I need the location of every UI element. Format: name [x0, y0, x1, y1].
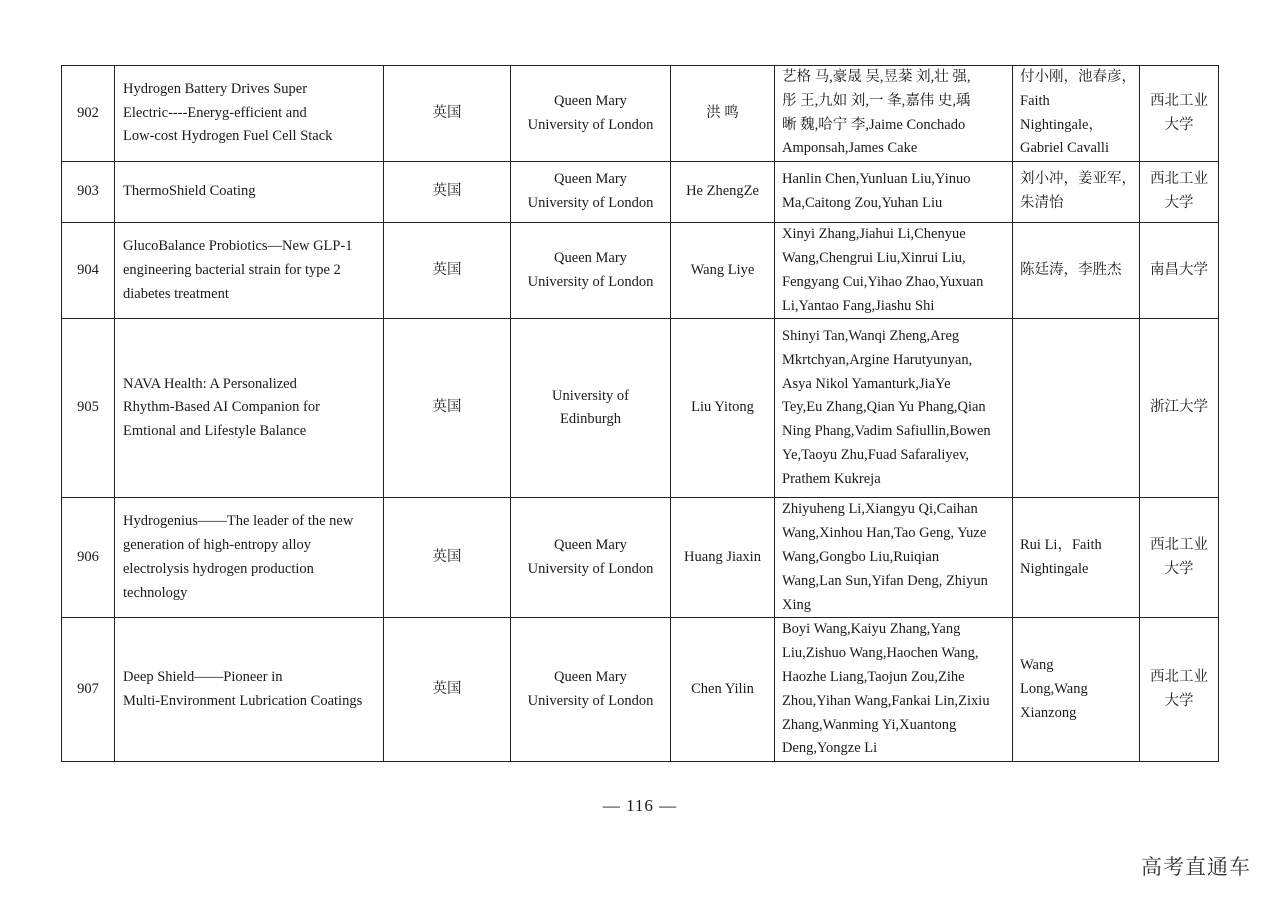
team-members-cell — [775, 618, 1013, 762]
project-number-cell: 906 — [62, 498, 115, 618]
university-cell — [511, 223, 671, 319]
country-cell: 英国 — [384, 162, 511, 223]
team-members-cell — [775, 66, 1013, 162]
host-university-cell — [1140, 223, 1219, 319]
advisors-line: Gabriel Cavalli — [1020, 140, 1109, 157]
advisors-line: Long,Wang — [1020, 680, 1088, 697]
project-title-line: NAVA Health: A Personalized — [123, 375, 297, 392]
advisors-line: Nightingale， — [1020, 116, 1103, 133]
advisors-cell — [1013, 498, 1140, 618]
university-line: Queen Mary — [554, 249, 627, 266]
advisors-cell — [1013, 162, 1140, 223]
project-number-cell: 903 — [62, 162, 115, 223]
team-members-line: Zhiyuheng Li,Xiangyu Qi,Caihan — [782, 501, 978, 518]
host-university-line: 西北工业 — [1150, 171, 1208, 188]
advisors-cell — [1013, 66, 1140, 162]
university-line: Queen Mary — [554, 537, 627, 554]
team-members-cell — [775, 223, 1013, 319]
project-title-line: generation of high-entropy alloy — [123, 537, 312, 554]
table-body — [62, 66, 1219, 762]
advisors-line: Rui Li，Faith — [1020, 537, 1102, 554]
host-university-cell — [1140, 319, 1219, 498]
project-number-cell: 905 — [62, 319, 115, 498]
country-cell: 英国 — [384, 618, 511, 762]
project-title-cell — [115, 618, 384, 762]
project-title-line: ThermoShield Coating — [123, 183, 256, 200]
project-title-line: electrolysis hydrogen production — [123, 560, 314, 577]
advisors-line: Nightingale — [1020, 560, 1089, 577]
project-title-cell — [115, 223, 384, 319]
project-title-cell — [115, 319, 384, 498]
team-members-line: Zhang,Wanming Yi,Xuantong — [782, 716, 957, 733]
team-members-line: Boyi Wang,Kaiyu Zhang,Yang — [782, 621, 961, 638]
team-members-cell — [775, 162, 1013, 223]
team-members-line: Li,Yantao Fang,Jiashu Shi — [782, 297, 935, 314]
team-members-line: Amponsah,James Cake — [782, 140, 918, 157]
country-cell: 英国 — [384, 66, 511, 162]
host-university-line: 大学 — [1164, 560, 1194, 577]
university-cell — [511, 162, 671, 223]
team-members-line: Zhou,Yihan Wang,Fankai Lin,Zixiu — [782, 692, 990, 709]
page-number: — 116 — — [602, 796, 678, 815]
university-line: University of London — [527, 273, 654, 290]
university-line: Queen Mary — [554, 668, 627, 685]
project-title-line: engineering bacterial strain for type 2 — [123, 261, 341, 278]
advisors-line: 陈廷涛，李胜杰 — [1020, 261, 1122, 278]
table-row — [62, 319, 1219, 498]
project-title-line: Deep Shield——Pioneer in — [123, 668, 283, 685]
team-members-line: Wang,Gongbo Liu,Ruiqian — [782, 548, 940, 565]
project-number-cell: 904 — [62, 223, 115, 319]
team-members-line: Ye,Taoyu Zhu,Fuad Safaraliyev, — [782, 447, 970, 464]
team-members-line: Xinyi Zhang,Jiahui Li,Chenyue — [782, 226, 966, 243]
project-title-cell — [115, 66, 384, 162]
team-members-line: Wang,Xinhou Han,Tao Geng, Yuze — [782, 525, 987, 542]
project-title-cell — [115, 162, 384, 223]
team-members-line: Fengyang Cui,Yihao Zhao,Yuxuan — [782, 273, 984, 290]
host-university-cell — [1140, 618, 1219, 762]
advisors-line: 朱清怡 — [1020, 195, 1064, 212]
award-table — [61, 65, 1219, 762]
project-title-line: Hydrogenius——The leader of the new — [123, 513, 354, 530]
university-cell — [511, 66, 671, 162]
host-university-line: 西北工业 — [1150, 668, 1208, 685]
team-members-line: Hanlin Chen,Yunluan Liu,Yinuo — [782, 171, 971, 188]
host-university-line: 大学 — [1164, 116, 1194, 133]
table-row — [62, 618, 1219, 762]
team-members-cell — [775, 498, 1013, 618]
team-leader-cell: Huang Jiaxin — [671, 498, 775, 618]
advisors-line: Wang — [1020, 657, 1054, 674]
team-members-line: Asya Nikol Yamanturk,JiaYe — [782, 375, 951, 392]
university-line: University of London — [527, 692, 654, 709]
project-title-line: technology — [123, 584, 188, 601]
project-title-cell — [115, 498, 384, 618]
project-number-cell: 902 — [62, 66, 115, 162]
host-university-line: 西北工业 — [1150, 92, 1208, 109]
host-university-cell — [1140, 66, 1219, 162]
team-members-line: Mkrtchyan,Argine Harutyunyan, — [782, 351, 973, 368]
host-university-line: 大学 — [1164, 195, 1194, 212]
advisors-line: 刘小冲，姜亚军， — [1020, 171, 1136, 188]
university-line: Queen Mary — [554, 171, 627, 188]
team-leader-cell: Wang Liye — [671, 223, 775, 319]
host-university-cell — [1140, 162, 1219, 223]
team-members-line: Haozhe Liang,Taojun Zou,Zihe — [782, 668, 965, 685]
advisors-cell — [1013, 223, 1140, 319]
team-leader-cell: 洪 鸣 — [671, 66, 775, 162]
watermark: 高考直通车 — [1141, 855, 1251, 879]
team-members-line: Prathem Kukreja — [782, 470, 881, 487]
team-members-cell — [775, 319, 1013, 498]
project-title-line: GlucoBalance Probiotics—New GLP-1 — [123, 238, 353, 255]
host-university-line: 南昌大学 — [1150, 261, 1208, 278]
project-title-line: Multi-Environment Lubrication Coatings — [123, 692, 363, 709]
team-members-line: Ning Phang,Vadim Safiullin,Bowen — [782, 423, 991, 440]
team-members-line: Shinyi Tan,Wanqi Zheng,Areg — [782, 328, 960, 345]
team-members-line: Xing — [782, 596, 811, 613]
project-number-cell: 907 — [62, 618, 115, 762]
advisors-cell — [1013, 618, 1140, 762]
team-members-line: Wang,Chengrui Liu,Xinrui Liu, — [782, 249, 966, 266]
country-cell: 英国 — [384, 319, 511, 498]
university-line: University of London — [527, 116, 654, 133]
team-members-line: Ma,Caitong Zou,Yuhan Liu — [782, 195, 943, 212]
university-line: University of London — [527, 560, 654, 577]
advisors-line: Faith — [1020, 92, 1050, 109]
project-title-line: Rhythm-Based AI Companion for — [123, 399, 320, 416]
project-title-line: Low-cost Hydrogen Fuel Cell Stack — [123, 128, 333, 145]
project-title-line: Electric----Eneryg-efficient and — [123, 104, 307, 121]
advisors-cell — [1013, 319, 1140, 498]
university-line: University of London — [527, 195, 654, 212]
table-row — [62, 66, 1219, 162]
project-title-line: diabetes treatment — [123, 285, 229, 302]
team-members-line: Wang,Lan Sun,Yifan Deng, Zhiyun — [782, 572, 988, 589]
advisors-line: 付小刚，池春彦， — [1020, 69, 1136, 85]
university-line: University of — [552, 387, 629, 404]
table-row — [62, 498, 1219, 618]
team-members-line: 艺格 马,豪晟 吴,昱棻 刘,壮 强, — [782, 69, 971, 85]
university-cell — [511, 498, 671, 618]
university-cell — [511, 319, 671, 498]
host-university-cell — [1140, 498, 1219, 618]
team-members-line: Liu,Zishuo Wang,Haochen Wang, — [782, 645, 979, 662]
host-university-line: 大学 — [1164, 692, 1194, 709]
host-university-line: 西北工业 — [1150, 537, 1208, 554]
table-row — [62, 162, 1219, 223]
advisors-line: Xianzong — [1020, 704, 1077, 721]
project-title-line: Emtional and Lifestyle Balance — [123, 423, 307, 440]
host-university-line: 浙江大学 — [1150, 399, 1208, 416]
project-title-line: Hydrogen Battery Drives Super — [123, 80, 308, 97]
team-members-line: 晰 魏,哈宁 李,Jaime Conchado — [782, 116, 966, 133]
university-line: Edinburgh — [560, 411, 621, 428]
country-cell: 英国 — [384, 498, 511, 618]
university-cell — [511, 618, 671, 762]
team-leader-cell: Liu Yitong — [671, 319, 775, 498]
country-cell: 英国 — [384, 223, 511, 319]
university-line: Queen Mary — [554, 92, 627, 109]
team-members-line: 彤 王,九如 刘,一 夆,嘉伟 史,瑀 — [782, 92, 971, 109]
team-leader-cell: He ZhengZe — [671, 162, 775, 223]
team-members-line: Tey,Eu Zhang,Qian Yu Phang,Qian — [782, 399, 986, 416]
team-leader-cell: Chen Yilin — [671, 618, 775, 762]
table-row — [62, 223, 1219, 319]
team-members-line: Deng,Yongze Li — [782, 740, 878, 757]
